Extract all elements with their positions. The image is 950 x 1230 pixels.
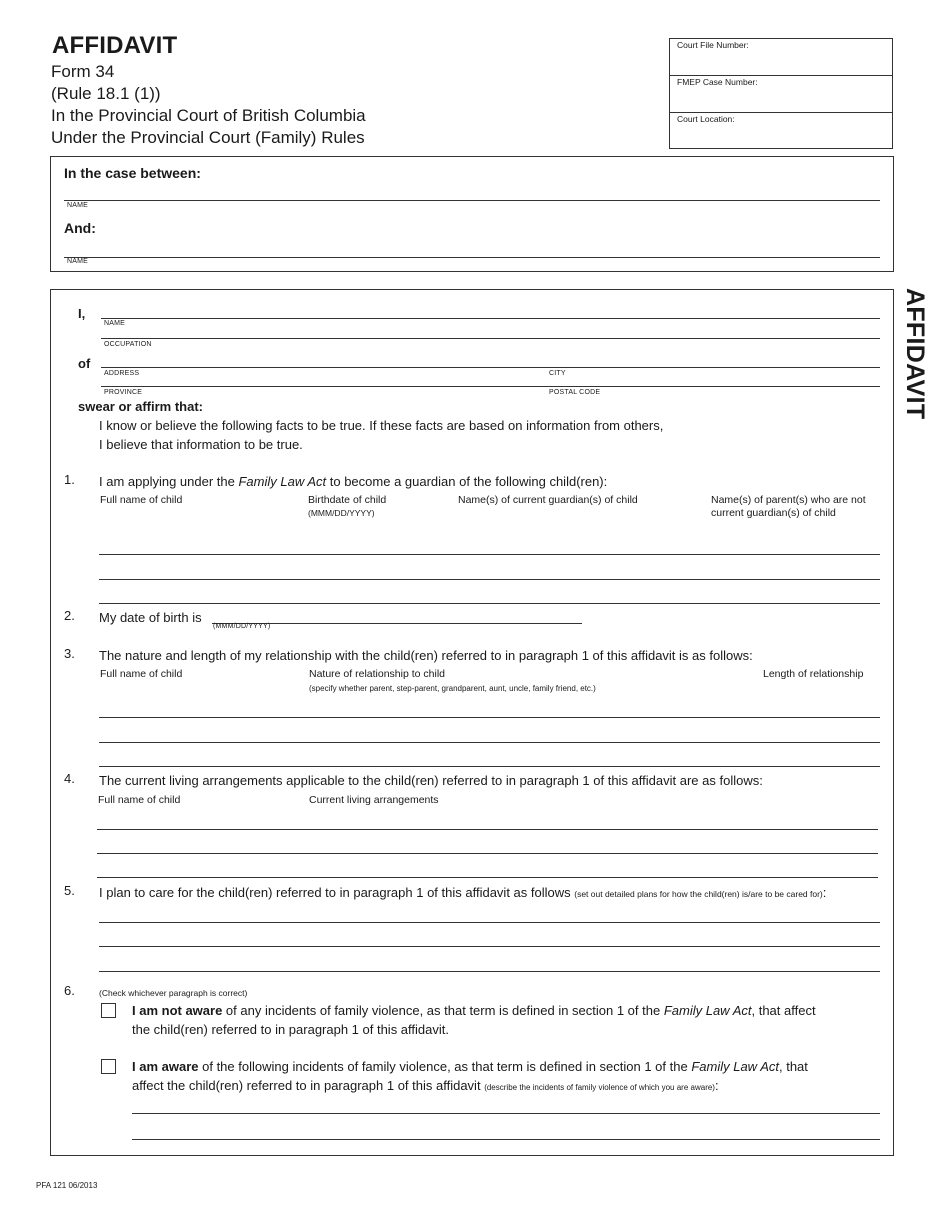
p5-entry-line[interactable] bbox=[99, 971, 880, 972]
p6-opt1-line1 bbox=[132, 1001, 816, 1020]
p1-entry-line[interactable] bbox=[99, 554, 880, 555]
p1-number: 1. bbox=[64, 472, 75, 487]
p4-text: The current living arrangements applicable to the child(ren) referred to in paragraph 1 of this affidavit are as follows: bbox=[99, 773, 763, 788]
p3-text: The nature and length of my relationship with the child(ren) referred to in paragraph 1 of this affidavit is as follows: bbox=[99, 648, 753, 663]
p4-col-arrangements: Current living arrangements bbox=[309, 794, 439, 806]
p3-entry-line[interactable] bbox=[99, 766, 880, 767]
p1-entry-line[interactable] bbox=[99, 579, 880, 580]
occupation-caption: OCCUPATION bbox=[104, 341, 152, 348]
p5-entry-line[interactable] bbox=[99, 946, 880, 947]
swear-label: swear or affirm that: bbox=[78, 399, 203, 414]
p4-entry-line[interactable] bbox=[97, 853, 878, 854]
intro-line-2: I believe that information to be true. bbox=[99, 437, 303, 452]
p3-entry-line[interactable] bbox=[99, 742, 880, 743]
p5-text bbox=[99, 883, 826, 904]
postal-code-caption: POSTAL CODE bbox=[549, 389, 601, 396]
of-label: of bbox=[78, 356, 91, 371]
p6-opt2-bold: I am aware bbox=[132, 1059, 199, 1074]
p6-opt1-italic: Family Law Act bbox=[663, 1003, 752, 1018]
p5-text-main: I plan to care for the child(ren) referred to in paragraph 1 of this affidavit as follows bbox=[99, 885, 571, 900]
court-location-field[interactable] bbox=[670, 113, 892, 150]
and-label: And: bbox=[64, 220, 96, 236]
p1-col-child-name: Full name of child bbox=[100, 494, 183, 506]
p4-col-child-name: Full name of child bbox=[98, 794, 181, 806]
p2-text: My date of birth is bbox=[99, 610, 202, 625]
p6-opt1-bold: I am not aware bbox=[132, 1003, 223, 1018]
party-1-name-caption: NAME bbox=[67, 202, 89, 209]
not-aware-checkbox[interactable] bbox=[101, 1003, 116, 1018]
p6-number: 6. bbox=[64, 983, 75, 998]
occupation-field[interactable] bbox=[101, 338, 880, 339]
p5-note: (set out detailed plans for how the child(ren) is/are to be cared for) bbox=[574, 889, 823, 899]
form-title: AFFIDAVIT bbox=[52, 32, 178, 59]
p1-text bbox=[99, 472, 607, 491]
p5-colon: : bbox=[822, 885, 827, 900]
p6-entry-line[interactable] bbox=[132, 1139, 880, 1140]
p3-col-nature: Nature of relationship to child bbox=[309, 668, 445, 680]
party-2-name-caption: NAME bbox=[67, 258, 89, 265]
p6-opt1-b: , that affect bbox=[751, 1003, 816, 1018]
form-rule: (Rule 18.1 (1)) bbox=[51, 84, 161, 103]
aware-checkbox[interactable] bbox=[101, 1059, 116, 1074]
province-caption: PROVINCE bbox=[104, 389, 143, 396]
address-field[interactable] bbox=[101, 367, 880, 368]
p5-number: 5. bbox=[64, 883, 75, 898]
form-code-footer: PFA 121 06/2013 bbox=[36, 1181, 98, 1190]
dob-caption: (MMM/DD/YYYY) bbox=[213, 623, 271, 630]
p6-opt2-line2-text: affect the child(ren) referred to in paragraph 1 of this affidavit bbox=[132, 1078, 481, 1093]
case-info-box bbox=[669, 38, 893, 149]
intro-line-1: I know or believe the following facts to be true. If these facts are based on information from others, bbox=[99, 418, 664, 433]
party-1-name-field[interactable] bbox=[64, 200, 880, 201]
deponent-name-field[interactable] bbox=[101, 318, 880, 319]
p3-col-nature-sub: (specify whether parent, step-parent, grandparent, aunt, uncle, family friend, etc.) bbox=[309, 684, 596, 693]
deponent-name-caption: NAME bbox=[104, 320, 126, 327]
p1-entry-line[interactable] bbox=[99, 603, 880, 604]
p6-opt2-colon: : bbox=[714, 1078, 719, 1093]
fmep-case-number-label: FMEP Case Number: bbox=[677, 77, 758, 87]
p6-opt2-italic: Family Law Act bbox=[691, 1059, 779, 1074]
court-rules: Under the Provincial Court (Family) Rules bbox=[51, 128, 365, 147]
p5-entry-line[interactable] bbox=[99, 922, 880, 923]
p1-col-parents-a: Name(s) of parent(s) who are not bbox=[711, 494, 866, 506]
p6-entry-line[interactable] bbox=[132, 1113, 880, 1114]
p3-col-child-name: Full name of child bbox=[100, 668, 183, 680]
p1-col-birthdate-sub: (MMM/DD/YYYY) bbox=[308, 508, 375, 518]
p4-entry-line[interactable] bbox=[97, 829, 878, 830]
p4-number: 4. bbox=[64, 771, 75, 786]
p1-col-parents-b: current guardian(s) of child bbox=[711, 507, 836, 519]
p6-opt1-a: of any incidents of family violence, as that term is defined in section 1 of the bbox=[222, 1003, 664, 1018]
p1-text-a: I am applying under the bbox=[99, 474, 239, 489]
p6-opt2-note: (describe the incidents of family violence of which you are aware) bbox=[484, 1083, 715, 1092]
court-location-label: Court Location: bbox=[677, 114, 735, 124]
p4-entry-line[interactable] bbox=[97, 877, 878, 878]
court-name: In the Provincial Court of British Columbia bbox=[51, 106, 366, 125]
p3-number: 3. bbox=[64, 646, 75, 661]
p6-opt2-line2 bbox=[132, 1076, 719, 1097]
province-postal-field[interactable] bbox=[101, 386, 880, 387]
p3-col-length: Length of relationship bbox=[763, 668, 864, 680]
i-label: I, bbox=[78, 306, 86, 321]
p6-note: (Check whichever paragraph is correct) bbox=[99, 988, 248, 998]
parties-heading: In the case between: bbox=[64, 165, 201, 181]
fmep-case-number-field[interactable] bbox=[670, 76, 892, 113]
side-label bbox=[895, 288, 935, 418]
p6-opt1-line2: the child(ren) referred to in paragraph 1 of this affidavit. bbox=[132, 1022, 449, 1037]
p1-text-italic: Family Law Act bbox=[238, 474, 327, 489]
p6-opt2-line1 bbox=[132, 1057, 808, 1076]
party-2-name-field[interactable] bbox=[64, 257, 880, 258]
p2-number: 2. bbox=[64, 608, 75, 623]
side-label-text: AFFIDAVIT bbox=[901, 288, 929, 420]
p3-entry-line[interactable] bbox=[99, 717, 880, 718]
p1-col-guardians: Name(s) of current guardian(s) of child bbox=[458, 494, 638, 506]
court-file-number-label: Court File Number: bbox=[677, 40, 749, 50]
court-file-number-field[interactable] bbox=[670, 39, 892, 76]
city-caption: CITY bbox=[549, 370, 566, 377]
p1-col-birthdate: Birthdate of child bbox=[308, 494, 387, 506]
form-number: Form 34 bbox=[51, 62, 115, 81]
p1-text-b: to become a guardian of the following child(ren): bbox=[326, 474, 608, 489]
address-caption: ADDRESS bbox=[104, 370, 140, 377]
p6-opt2-a: of the following incidents of family violence, as that term is defined in section 1 of the bbox=[198, 1059, 692, 1074]
p6-opt2-b: , that bbox=[778, 1059, 808, 1074]
